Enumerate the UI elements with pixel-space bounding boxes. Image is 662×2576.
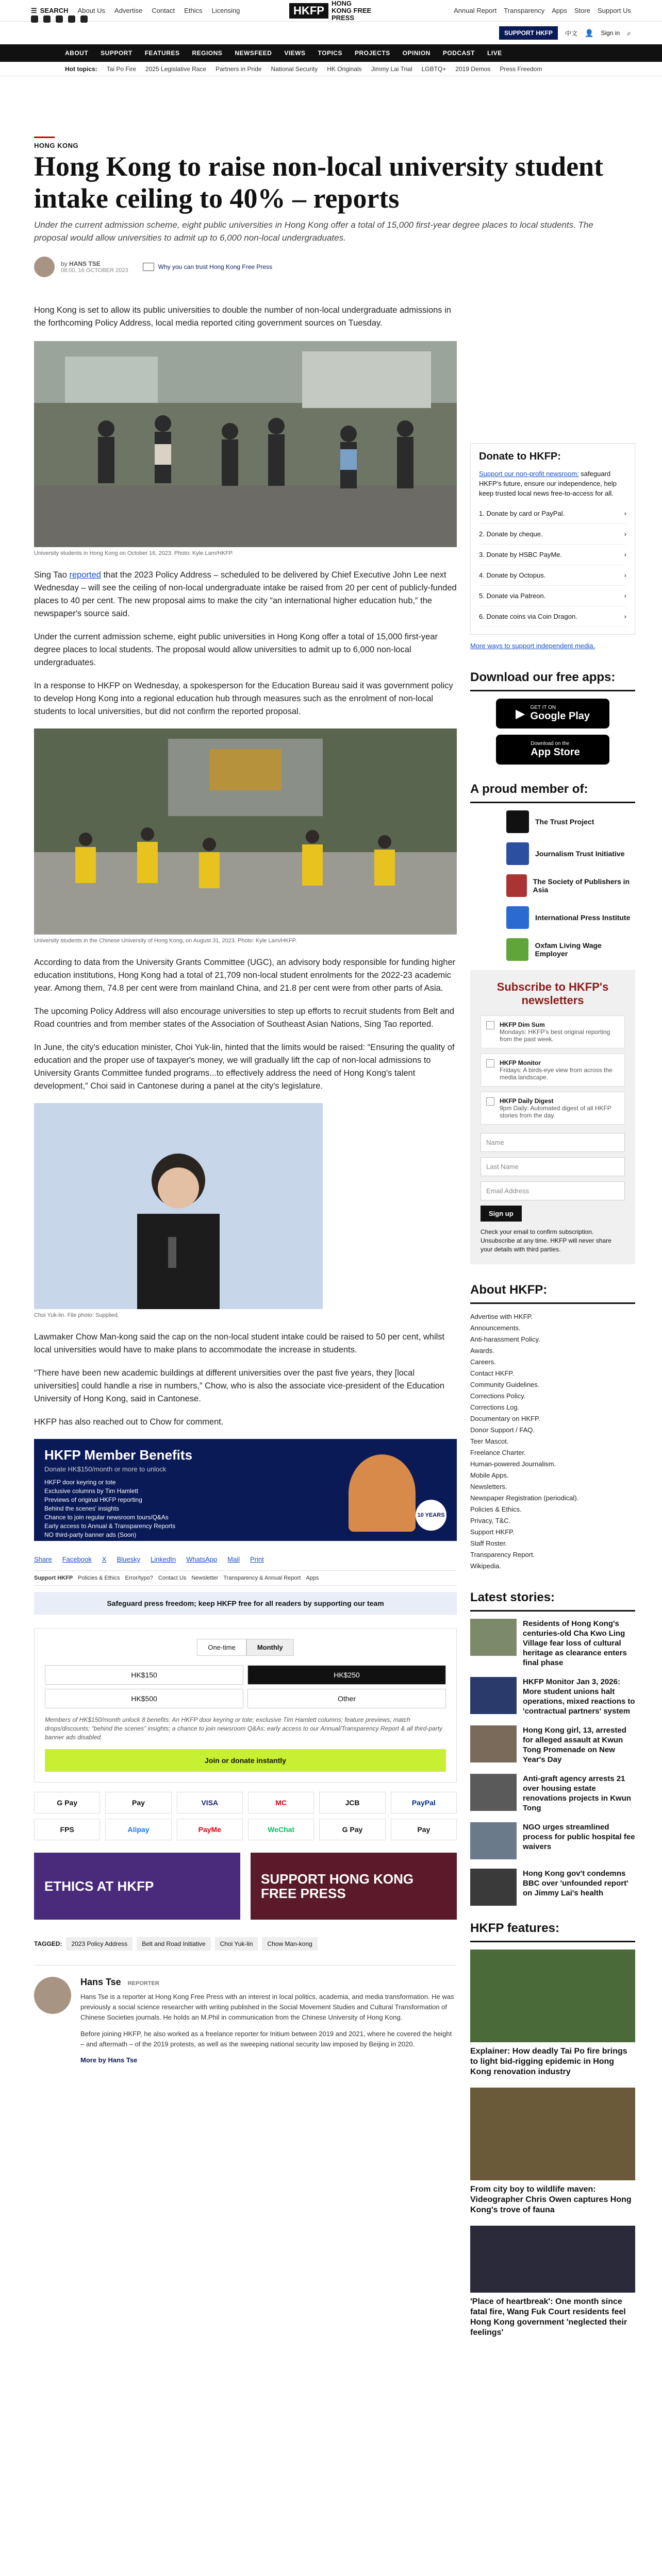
name-field[interactable]: Name (481, 1133, 625, 1152)
section-accent (34, 137, 55, 138)
sopa-logo (506, 874, 527, 897)
sidebar (470, 443, 635, 2348)
nav-live[interactable]: LIVE (487, 49, 502, 57)
latest-story[interactable]: Residents of Hong Kong's centuries-old Cha Kwo Ling Village fear loss of cultural heritage as clearance enters final phase (470, 1619, 635, 1668)
about-item[interactable]: Advertise with HKFP. (470, 1313, 533, 1320)
hot-topic[interactable]: Press Freedom (500, 65, 542, 73)
top-bar (0, 0, 662, 22)
story-thumbnail (470, 1725, 517, 1762)
top-link-transparency[interactable]: Transparency (504, 7, 545, 14)
latest-story[interactable]: Anti-graft agency arrests 21 over housing estate renovations projects in Kwun Tong (470, 1774, 635, 1813)
member-benefits-banner[interactable] (34, 1439, 457, 1541)
top-link-ethics[interactable]: Ethics (184, 7, 203, 14)
hot-topic[interactable]: 2019 Demos (455, 65, 491, 73)
oxfam-logo (506, 938, 528, 961)
footlink[interactable]: Error/typo? (125, 1575, 153, 1581)
payment-icon[interactable]: Pay (391, 1819, 457, 1840)
app-store-button[interactable]: Download on the App Store (496, 735, 609, 765)
story-thumbnail (470, 1677, 517, 1714)
top-link-licensing[interactable]: Licensing (211, 7, 240, 14)
tags-row (34, 1937, 457, 1951)
social-icons (31, 15, 88, 23)
amount-option[interactable]: HK$250 (247, 1665, 446, 1685)
ipi-logo (506, 906, 529, 929)
member-logo-row[interactable]: International Press Institute (506, 906, 635, 929)
frequency-toggle (45, 1639, 446, 1656)
hot-topic[interactable]: LGBTQ+ (421, 65, 446, 73)
about-item[interactable]: Mobile Apps. (470, 1471, 509, 1479)
signin-link[interactable]: Sign in (601, 29, 620, 37)
share-whatsapp[interactable]: WhatsApp (186, 1555, 218, 1563)
article-photo-choi[interactable] (34, 1103, 323, 1309)
newsletter-box (470, 970, 635, 1264)
about-title: About HKFP: (470, 1278, 635, 1304)
amount-grid (45, 1665, 446, 1708)
feature-title[interactable]: 'Place of heartbreak': One month since fatal fire, Wang Fuk Court residents feel Hong Kong government 'neglected their feelings' (470, 2297, 627, 2337)
about-item[interactable]: Human-powered Journalism. (470, 1460, 556, 1468)
hot-topic[interactable]: Partners in Pride (216, 65, 262, 73)
author-link[interactable]: HANS TSE (69, 260, 101, 267)
paragraph: Hong Kong is set to allow its public universities to double the number of non-local undergraduate admissions in the forthcoming Policy Address, local media reported citing government sources on Tuesday. (34, 306, 451, 328)
donate-card (470, 443, 635, 635)
paragraph: Lawmaker Chow Man-kong said the cap on the non-local student intake could be raised to 50 per cent, whilst local universities would have to make plans to accommodate the increase in students. (34, 1332, 445, 1354)
paragraph: Sing Tao reported that the 2023 Policy Address – scheduled to be delivered by Chief Executive John Lee next Wednesday – will see the ceiling of non-local undergraduate intake be raised from 20 per cent of publicly-funded places to 40 per cent. The new proposal aims to make the city “an international higher education hub,” the newspaper's source said. (34, 570, 457, 618)
feature-image[interactable] (470, 1950, 635, 2042)
member-list (470, 810, 635, 961)
about-item[interactable]: Contact HKFP. (470, 1369, 515, 1377)
feature-title[interactable]: Explainer: How deadly Tai Po fire brings to light bid-rigging epidemic in Hong Kong renovation industry (470, 2047, 627, 2076)
byline: by HANS TSE 08:00, 16 OCTOBER 2023 Why you can trust Hong Kong Free Press (34, 257, 272, 277)
payment-icon[interactable]: PayMe (177, 1819, 243, 1840)
promo-row (34, 1853, 457, 1920)
trust-icon (143, 263, 154, 271)
footlink[interactable]: Apps (306, 1575, 319, 1581)
footlink[interactable]: Policies & Ethics (78, 1575, 120, 1581)
top-link-contact[interactable]: Contact (152, 7, 175, 14)
about-item[interactable]: Newsletters. (470, 1483, 507, 1490)
hot-topic[interactable]: National Security (271, 65, 318, 73)
banner-item: Behind the scenes' insights (44, 1505, 120, 1512)
newsletter-option[interactable]: HKFP Daily Digest 9pm Daily: Automated digest of all HKFP stories from the day. (481, 1092, 625, 1125)
trust-link[interactable]: Why you can trust Hong Kong Free Press (143, 263, 272, 271)
amount-option[interactable]: HK$500 (45, 1689, 243, 1708)
about-list (470, 1311, 635, 1572)
cuhk-photo-illustration (34, 728, 457, 935)
checkbox[interactable] (486, 1059, 494, 1067)
banner-sub: Donate HK$150/month or more to unlock (44, 1465, 167, 1473)
nav-opinion[interactable]: OPINION (402, 49, 431, 57)
author-name[interactable]: Hans Tse REPORTER (80, 1977, 159, 1987)
about-item[interactable]: Transparency Report. (470, 1551, 535, 1558)
support-promo[interactable]: SUPPORT HONG KONG FREE PRESS (251, 1853, 457, 1920)
footlink[interactable]: Transparency & Annual Report (223, 1575, 301, 1581)
donate-method[interactable]: 3. Donate by HSBC PayMe. › (479, 545, 626, 565)
paragraph: According to data from the University Grants Committee (UGC), an advisory body responsible for funding higher education institutions, Hong Kong had a total of 21,709 non-local student enrolments for the 2022-23 academic year. Among them, 74.8 per cent were from mainland China, and 21.8 per cent were from other parts of Asia. (34, 958, 456, 993)
banner-item: Chance to join regular newsroom tours/Q&As (44, 1514, 169, 1521)
nav-features[interactable]: FEATURES (144, 49, 180, 57)
donate-methods (479, 503, 626, 627)
instagram-icon[interactable] (56, 15, 63, 23)
photo-caption: University students in the Chinese University of Hong Kong, on August 31, 2023. Photo: Kyle Lam/HKFP. (34, 938, 297, 944)
latest-story[interactable]: Hong Kong gov't condemns BBC over 'unfounded report' on Jimmy Lai's health (470, 1869, 635, 1906)
about-item[interactable]: Wikipedia. (470, 1562, 501, 1570)
tab-monthly[interactable]: Monthly (246, 1639, 294, 1656)
paragraph: In a response to HKFP on Wednesday, a spokesperson for the Education Bureau said it was government policy to develop Hong Kong into a regional education hub through measures such as the enrolment of non-local students to local universities, but did not confirm the reported proposal. (34, 681, 453, 716)
search-link[interactable]: ☰ SEARCH (31, 6, 69, 14)
mascot-illustration (349, 1454, 416, 1532)
latest-story[interactable]: HKFP Monitor Jan 3, 2026: More student unions halt operations, mixed reactions to 'contractual partners' system (470, 1677, 635, 1716)
top-link-advertise[interactable]: Advertise (114, 7, 143, 14)
share-links (34, 1555, 457, 1563)
feature-title[interactable]: From city boy to wildlife maven: Videographer Chris Owen captures Hong Kong's trove of fauna (470, 2185, 632, 2214)
user-icon[interactable]: 👤 (585, 28, 594, 37)
about-item[interactable]: Privacy, T&C. (470, 1517, 511, 1524)
share-print[interactable]: Print (250, 1555, 264, 1563)
main-nav (0, 44, 662, 62)
author-bio: Before joining HKFP, he also worked as a freelance reporter for Initium between 2019 and 2021, where he covered the height – and aftermath – of the 2019 protests, as well as the sweeping national security law imposed by Beijing in 2020. (80, 2030, 452, 2048)
hot-topic[interactable]: 2025 Legislative Race (145, 65, 207, 73)
about-item[interactable]: Newspaper Registration (periodical). (470, 1494, 579, 1502)
payment-icon[interactable]: G Pay (34, 1792, 100, 1814)
x-icon[interactable] (43, 15, 51, 23)
top-right (454, 7, 631, 14)
nav-topics[interactable]: TOPICS (318, 49, 342, 57)
play-icon: ▶ (515, 706, 525, 721)
amount-option[interactable]: HK$150 (45, 1665, 243, 1685)
share-bluesky[interactable]: Bluesky (117, 1555, 140, 1563)
apps-title: Download our free apps: (470, 665, 635, 691)
paragraph: In June, the city's education minister, Choi Yuk-lin, hinted that the limits would be raised: “Ensuring the quality of education and the proper use of taxpayer's money, we will gradually lift the cap of non-local admissions to University Grants Committee funded programs...to effectively address the need of Hong Kong's talent development,” Choi said in Cantonese during a panel at the city's legislature. (34, 1043, 455, 1091)
nav-support[interactable]: SUPPORT (101, 49, 133, 57)
member-logo-row[interactable]: Oxfam Living Wage Employer (506, 938, 635, 961)
banner-item: Exclusive columns by Tim Hamlett (44, 1487, 139, 1495)
member-logo-row[interactable]: The Society of Publishers in Asia (506, 874, 635, 897)
tags-label: TAGGED: (34, 1940, 62, 1947)
payment-icon[interactable]: Alipay (105, 1819, 171, 1840)
donate-method[interactable]: 4. Donate by Octopus. › (479, 565, 626, 586)
share-x[interactable]: X (102, 1555, 107, 1563)
features-title: HKFP features: (470, 1916, 635, 1942)
payment-icon[interactable]: VISA (177, 1792, 243, 1814)
latest-title: Latest stories: (470, 1585, 635, 1612)
banner-item: NO third-party banner ads (Soon) (44, 1531, 137, 1538)
donate-intro: Support our non-profit newsroom: safeguard HKFP's future, ensure our independence, help keep trusted local news free-to-access for all. (479, 470, 617, 497)
lang-link[interactable]: 中文 (565, 29, 578, 37)
photo-caption: University students in Hong Kong on October 16, 2023. Photo: Kyle Lam/HKFP. (34, 550, 234, 556)
paragraph: “There have been new academic buildings at different universities over the past five years, they [local universities] could handle a rise in numbers,” Chow, who is also the associate vice-president of the Education University of Hong Kong, said in Cantonese. (34, 1368, 445, 1403)
students-photo-illustration (34, 341, 457, 547)
site-logo[interactable]: HKFP HONG KONG FREE PRESS (287, 0, 375, 22)
payment-icon[interactable]: FPS (34, 1819, 100, 1840)
about-item[interactable]: Freelance Charter. (470, 1449, 526, 1456)
payment-icon[interactable]: WeChat (248, 1819, 314, 1840)
nav-about[interactable]: ABOUT (65, 49, 89, 57)
signup-button[interactable]: Sign up (481, 1206, 522, 1222)
about-item[interactable]: Corrections Log. (470, 1403, 520, 1411)
share-facebook[interactable]: Facebook (62, 1555, 92, 1563)
footlink[interactable]: Contact Us (158, 1575, 187, 1581)
last-name-field[interactable]: Last Name (481, 1157, 625, 1176)
author-avatar[interactable] (34, 1977, 71, 2014)
about-item[interactable]: Staff Roster. (470, 1539, 507, 1547)
trust-project-logo (506, 810, 529, 833)
latest-story[interactable]: Hong Kong girl, 13, arrested for alleged assault at Kwun Tong Promenade on New Year's Day (470, 1725, 635, 1765)
about-item[interactable]: Awards. (470, 1347, 494, 1354)
choi-photo-illustration (34, 1103, 323, 1309)
share-mail[interactable]: Mail (227, 1555, 240, 1563)
menu-icon: ☰ (31, 6, 37, 14)
payment-icon[interactable]: G Pay (319, 1819, 385, 1840)
nav-newsfeed[interactable]: NEWSFEED (235, 49, 272, 57)
nav-regions[interactable]: REGIONS (192, 49, 223, 57)
google-play-button[interactable]: ▶ GET IT ON Google Play (496, 699, 609, 728)
nav-projects[interactable]: PROJECTS (354, 49, 390, 57)
search-icon[interactable]: ⌕ (627, 28, 631, 37)
nav-podcast[interactable]: PODCAST (442, 49, 475, 57)
publish-date: 08:00, 16 OCTOBER 2023 (61, 267, 128, 274)
share-linkedin[interactable]: LinkedIn (151, 1555, 176, 1563)
donate-method[interactable]: 1. Donate by card or PayPal. › (479, 503, 626, 524)
hot-topics-bar (0, 62, 662, 76)
threads-icon[interactable] (80, 15, 88, 23)
article-footer-links (34, 1570, 457, 1586)
feature-image[interactable] (470, 2226, 635, 2293)
footlink[interactable]: Newsletter (191, 1575, 219, 1581)
donate-method[interactable]: 5. Donate via Patreon. › (479, 586, 626, 606)
nav-views[interactable]: VIEWS (284, 49, 306, 57)
member-logo-row[interactable]: The Trust Project (506, 810, 635, 833)
share-label: Share (34, 1555, 52, 1563)
donate-method[interactable]: 2. Donate by cheque. › (479, 524, 626, 545)
newsletter-note: Check your email to confirm subscription. Unsubscribe at any time. HKFP will never share your details with third parties. (481, 1228, 611, 1253)
newsletter-title: Subscribe to HKFP's newsletters (496, 980, 609, 1007)
tab-one-time[interactable]: One-time (197, 1639, 246, 1656)
top-link-about[interactable]: About Us (77, 7, 106, 14)
about-item[interactable]: Careers. (470, 1358, 496, 1366)
about-item[interactable]: Support HKFP. (470, 1528, 515, 1536)
top-link-annual[interactable]: Annual Report (454, 7, 497, 14)
checkbox[interactable] (486, 1021, 494, 1029)
banner-title: HKFP Member Benefits (44, 1447, 193, 1463)
banner-item: Previews of original HKFP reporting (44, 1496, 142, 1503)
badge-10-years: 10 YEARS (416, 1500, 446, 1531)
hot-topics-label: Hot topics: (65, 65, 97, 73)
payment-icon[interactable]: JCB (319, 1792, 385, 1814)
about-item[interactable]: Corrections Policy. (470, 1392, 526, 1400)
article-photo-students[interactable] (34, 341, 457, 547)
paragraph: HKFP has also reached out to Chow for comment. (34, 1417, 224, 1427)
section-tag[interactable]: HONG KONG (34, 142, 79, 149)
email-field[interactable]: Email Address (481, 1181, 625, 1200)
hot-topic[interactable]: Tai Po Fire (106, 65, 137, 73)
about-item[interactable]: Policies & Ethics. (470, 1505, 522, 1513)
more-by-author-link[interactable]: More by Hans Tse (80, 2056, 138, 2064)
newsletter-option[interactable]: HKFP Monitor Fridays: A birds-eye view from across the media landscape. (481, 1054, 625, 1087)
tag[interactable]: Choi Yuk-lin (215, 1937, 258, 1951)
hot-topic[interactable]: Jimmy Lai Trial (371, 65, 412, 73)
member-logo-row[interactable]: Journalism Trust Initiative (506, 842, 635, 865)
top-link-apps[interactable]: Apps (552, 7, 567, 14)
avatar[interactable] (34, 257, 55, 277)
join-donate-button[interactable]: Join or donate instantly (45, 1749, 446, 1772)
about-item[interactable]: Teer Mascot. (470, 1437, 509, 1445)
account-bar (0, 22, 662, 44)
article-body (34, 304, 457, 2065)
newsletter-option[interactable]: HKFP Dim Sum Mondays: HKFP's best original reporting from the past week. (481, 1015, 625, 1048)
donate-title: Donate to HKFP: (479, 451, 561, 462)
safeguard-banner[interactable]: Safeguard press freedom; keep HKFP free for all readers by supporting our team (34, 1592, 457, 1615)
latest-story[interactable]: NGO urges streamlined process for public hospital fee waivers (470, 1822, 635, 1859)
banner-item: HKFP door keyring or tote (44, 1479, 116, 1486)
article-title: Hong Kong to raise non-local university student intake ceiling to 40% – reports (34, 151, 604, 214)
article-photo-cuhk[interactable] (34, 728, 457, 935)
hot-topic[interactable]: HK Originals (327, 65, 362, 73)
payment-icon[interactable]: PayPal (391, 1792, 457, 1814)
payment-methods (34, 1792, 457, 1840)
reported-link[interactable]: reported (69, 570, 101, 580)
payment-icon[interactable]: MC (248, 1792, 314, 1814)
tag[interactable]: Belt and Road Initiative (137, 1937, 210, 1951)
about-item[interactable]: Community Guidelines. (470, 1381, 540, 1388)
paragraph: The upcoming Policy Address will also encourage universities to step up efforts to recruit students from Belt and Road countries and from member states of the Association of Southeast Asian Nations, Sing Tao reported. (34, 1007, 455, 1029)
youtube-icon[interactable] (68, 15, 75, 23)
top-link-store[interactable]: Store (574, 7, 590, 14)
checkbox[interactable] (486, 1097, 494, 1106)
banner-item: Early access to Annual & Transparency Reports (44, 1522, 176, 1530)
amount-option[interactable]: Other (247, 1689, 446, 1708)
tag[interactable]: 2023 Policy Address (66, 1937, 133, 1951)
author-bio: Hans Tse is a reporter at Hong Kong Free Press with an interest in local politics, academia, and media transformation. He was previously a social science researcher with writing published in the Social Movement Studies and Cultural Transformation of Chinese Societies journals. He holds an M.Phil in communication from the Chinese University of Hong Kong. (80, 1993, 454, 2021)
more-ways-link[interactable]: More ways to support independent media. (470, 642, 595, 650)
ethics-promo[interactable]: ETHICS AT HKFP (34, 1853, 240, 1920)
author-box (34, 1965, 457, 2065)
top-link-support[interactable]: Support Us (597, 7, 631, 14)
donation-widget (34, 1628, 457, 1783)
photo-caption: Choi Yuk-lin. File photo: Supplied. (34, 1312, 119, 1318)
facebook-icon[interactable] (31, 15, 38, 23)
about-item[interactable]: Announcements. (470, 1324, 521, 1332)
story-thumbnail (470, 1822, 517, 1859)
payment-icon[interactable]: Pay (105, 1792, 171, 1814)
member-title: A proud member of: (470, 777, 635, 803)
jti-logo (506, 842, 529, 865)
paragraph: Under the current admission scheme, eight public universities in Hong Kong offer a total of 15,000 first-year degree places to local students. The proposal would allow universities to admit up to 6,000 non-local undergraduates. (34, 632, 438, 667)
support-hkfp-button[interactable]: SUPPORT HKFP (499, 26, 558, 40)
donation-note: Members of HK$150/month unlock 8 benefits: An HKFP door keyring or tote; exclusive Tim Hamlett columns; feature previews; match drops/discounts; “behind the scenes” insights; a chance to join newsroom Q&As; early access to our Annual/Transparency Report & all third-party banner ads disabled. (45, 1716, 443, 1741)
about-item[interactable]: Documentary on HKFP. (470, 1415, 540, 1422)
donate-method[interactable]: 6. Donate coins via Coin Dragon. › (479, 606, 626, 627)
story-thumbnail (470, 1869, 517, 1906)
feature-image[interactable] (470, 2088, 635, 2180)
story-thumbnail (470, 1774, 517, 1811)
tag[interactable]: Chow Man-kong (262, 1937, 317, 1951)
about-item[interactable]: Donor Support / FAQ. (470, 1426, 535, 1434)
about-item[interactable]: Anti-harassment Policy. (470, 1335, 540, 1343)
footlink[interactable]: Support HKFP (34, 1575, 73, 1581)
story-thumbnail (470, 1619, 517, 1656)
article-lede: Under the current admission scheme, eight public universities in Hong Kong offer a total of 15,000 first-year degree places to local students. The proposal would allow universities to admit up to 6,000 non-local undergraduates. (34, 220, 593, 243)
